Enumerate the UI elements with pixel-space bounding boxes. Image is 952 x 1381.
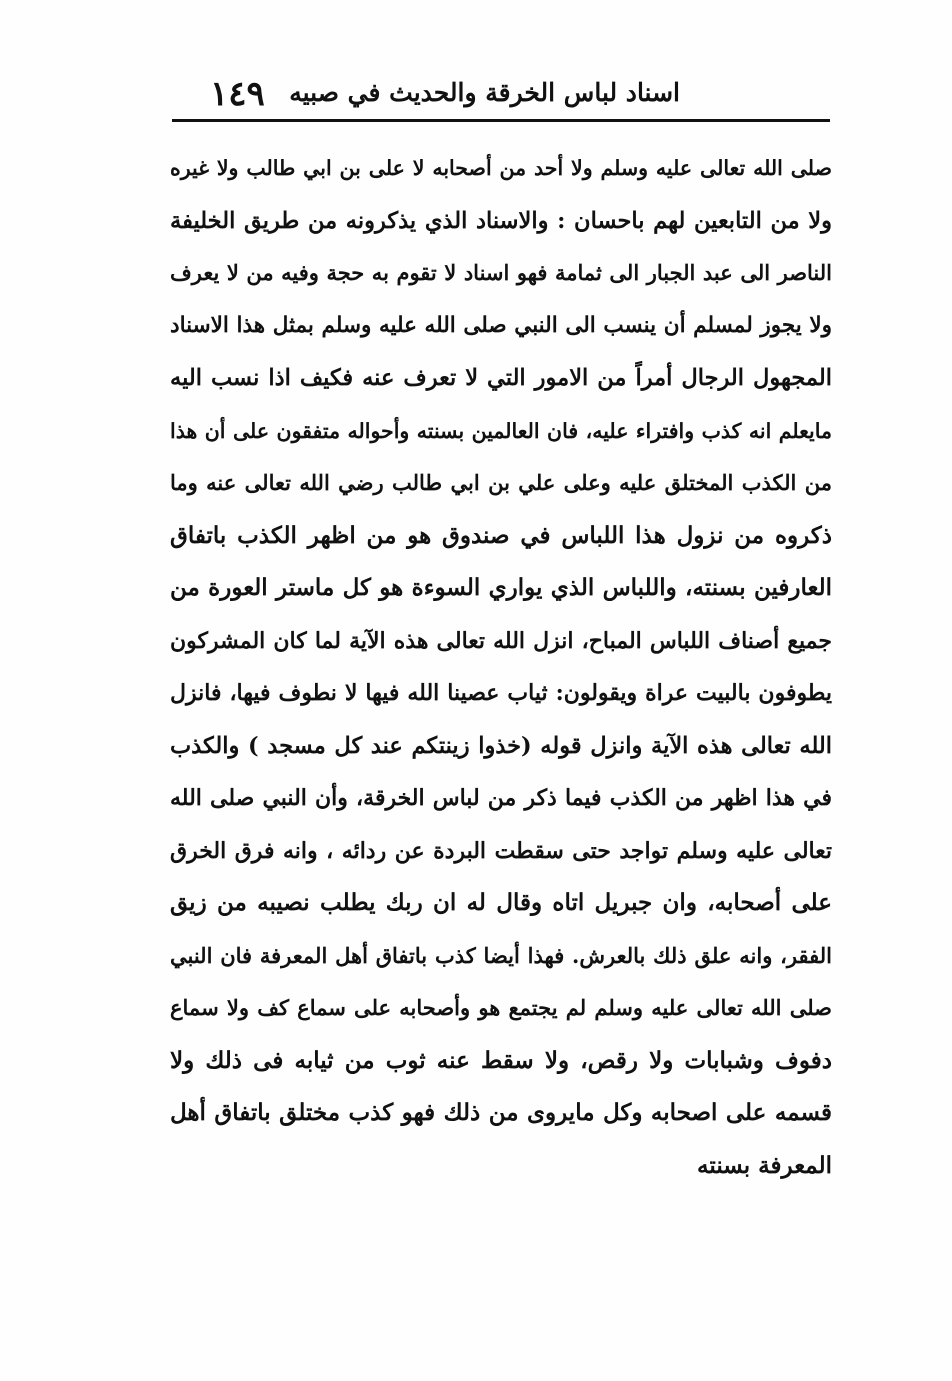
text-line: المجهول الرجال أمراً من الامور التي لا تعرف عنه فكيف اذا نسب اليه bbox=[170, 365, 832, 391]
body-text bbox=[170, 142, 832, 1192]
header-rule bbox=[172, 119, 830, 122]
text-line: العارفين بسنته، واللباس الذي يواري السوءة هو كل ماستر العورة من bbox=[170, 574, 832, 601]
running-title: اسناد لباس الخرقة والحديث في صبيه bbox=[289, 78, 680, 107]
text-line: دفوف وشبابات ولا رقص، ولا سقط عنه ثوب من ثيابه فى ذلك ولا bbox=[170, 1046, 832, 1074]
text-line: تعالى عليه وسلم تواجد حتى سقطت البردة عن ردائه ، وانه فرق الخرق bbox=[170, 837, 832, 864]
text-line: يطوفون بالبيت عراة ويقولون: ثياب عصينا الله فيها لا نطوف فيها، فانزل bbox=[170, 680, 832, 706]
text-line: صلى الله تعالى عليه وسلم ولا أحد من أصحابه لا على بن ابي طالب ولا غيره bbox=[170, 156, 832, 180]
text-line: ولا يجوز لمسلم أن ينسب الى النبي صلى الله عليه وسلم بمثل هذا الاسناد bbox=[170, 312, 832, 338]
text-line: من الكذب المختلق عليه وعلى علي بن ابي طالب رضي الله تعالى عنه وما bbox=[170, 470, 832, 495]
text-line: الناصر الى عبد الجبار الى ثمامة فهو اسناد لا تقوم به حجة وفيه من لا يعرف bbox=[170, 260, 832, 285]
text-line: جميع أصناف اللباس المباح، انزل الله تعالى هذه الآية لما كان المشركون bbox=[170, 627, 832, 654]
text-line: مايعلم انه كذب وافتراء عليه، فان العالمين بسنته وأحواله متفقون على أن هذا bbox=[170, 418, 832, 443]
text-line: ذكروه من نزول هذا اللباس في صندوق هو من اظهر الكذب باتفاق bbox=[170, 521, 832, 549]
text-line: على أصحابه، وان جبريل اتاه وقال له ان ربك يطلب نصيبه من زيق bbox=[170, 889, 832, 916]
text-line: قسمه على اصحابه وكل مايروى من ذلك فهو كذب مختلق باتفاق أهل bbox=[170, 1099, 832, 1126]
text-line: الفقر، وانه علق ذلك بالعرش. فهذا أيضا كذب باتفاق أهل المعرفة فان النبي bbox=[170, 942, 832, 968]
page-header bbox=[170, 66, 830, 116]
text-line: صلى الله تعالى عليه وسلم لم يجتمع هو وأصحابه على سماع كف ولا سماع bbox=[170, 995, 832, 1020]
text-line-last: المعرفة بسنته bbox=[697, 1151, 832, 1179]
page-number: ١٤٩ bbox=[210, 74, 265, 114]
text-line: الله تعالى هذه الآية وانزل قوله (خذوا زينتكم عند كل مسجد ) والكذب bbox=[170, 732, 832, 759]
text-line: ولا من التابعين لهم باحسان : والاسناد الذي يذكرونه من طريق الخليفة bbox=[170, 207, 832, 234]
text-line: في هذا اظهر من الكذب فيما ذكر من لباس الخرقة، وأن النبي صلى الله bbox=[170, 785, 832, 811]
